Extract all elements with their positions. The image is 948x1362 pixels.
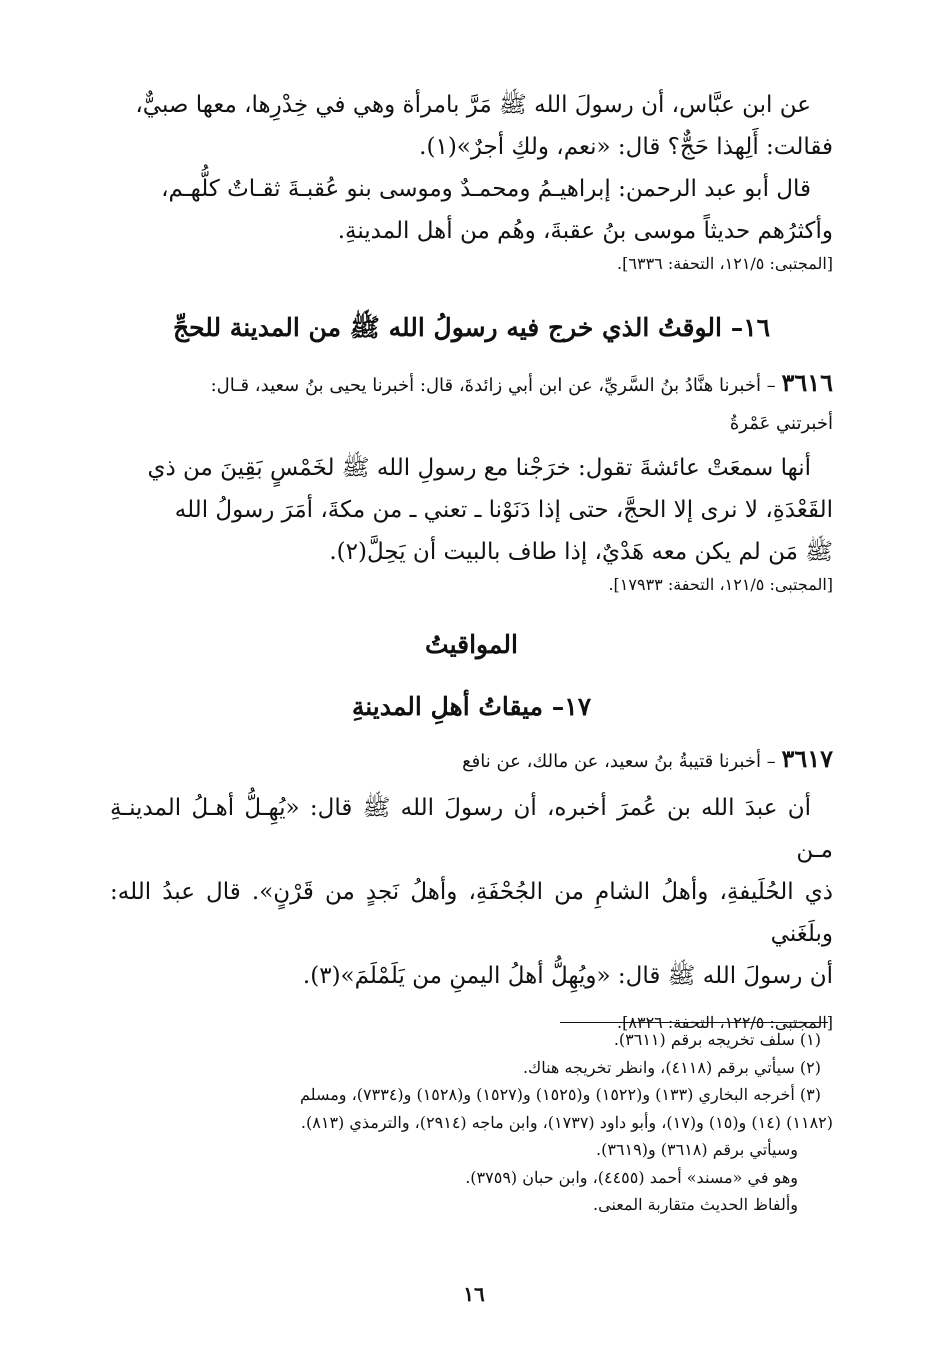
isnad-text: – أخبرنا هنَّادُ بنُ السَّريِّ، عن ابن أبي زائدةَ، قال: أخبرنا يحيى بنُ سعيد، قـال: (210, 375, 776, 396)
footnote-3-continuation: (١١٨٢) (١٤) و(١٥) و(١٧)، وأبو داود (١٧٣٧)، وابن ماجه (٢٩١٤)، والترمذي (٨١٣). (300, 1112, 833, 1132)
footnote-3-continuation: وهو في «مسند» أحمد (٤٤٥٥)، وابن حبان (٣٧٥٩). (465, 1167, 798, 1187)
footnote-separator (560, 1022, 828, 1023)
hadith-3616 (110, 364, 833, 597)
top-hadith (110, 84, 833, 276)
isnad-line (110, 364, 833, 405)
footnote-1: (١) سلف تخريجه برقم (٣٦١١). (613, 1030, 821, 1049)
hadith-number: ٣٦١٦ (781, 368, 833, 397)
isnad-text: – أخبرنا قتيبةُ بنُ سعيد، عن مالك، عن نافع (462, 751, 776, 772)
page-number: ١٦ (463, 1282, 485, 1306)
footnote-3: (٣) أخرجه البخاري (١٣٣) و(١٥٢٢) و(١٥٢٥) و(١٥٢٧) و(١٥٢٨) و(٧٣٣٤)، ومسلم (300, 1085, 821, 1104)
isnad-line (110, 740, 833, 781)
hadith-text-line: ﷺ مَن لم يكن معه هَدْيٌ، إذا طاف بالبيت أن يَحِلَّ(٢). (329, 539, 833, 565)
isnad-line: أخبرتني عَمْرةُ (729, 413, 833, 434)
hadith-3617 (110, 740, 833, 1035)
hadith-text-line: عن ابن عبَّاس، أن رسولَ الله ﷺ مَرَّ بامرأة وهي في خِدْرِها، معها صبيٌّ، (135, 92, 811, 118)
hadith-text-line: ذي الحُلَيفةِ، وأهلُ الشامِ من الجُحْفَةِ، وأهلُ نَجدٍ من قَرْنٍ». قال عبدُ الله: وبلَغَني (110, 879, 833, 947)
footnotes (110, 1026, 833, 1219)
footnote-2: (٢) سيأتي برقم (٤١١٨)، وانظر تخريجه هناك. (522, 1057, 821, 1077)
author-comment-line: قال أبو عبد الرحمن: إبراهيـمُ ومحمـدٌ وموسى بنو عُقبـةَ ثقـاتٌ كلُّهـم، (161, 176, 811, 202)
chapter-heading (110, 692, 833, 721)
hadith-text-line: أنها سمعَتْ عائشةَ تقول: خرَجْنا مع رسولِ الله ﷺ لخَمْسٍ بَقِينَ من ذي (147, 455, 811, 481)
hadith-text-line: فقالت: أَلِهذا حَجٌّ؟ قال: «نعم، ولكِ أجرٌ»(١). (419, 134, 833, 160)
chapter-title: الوقتُ الذي خرج فيه رسولُ الله ﷺ من المدينة للحجِّ (172, 313, 722, 342)
hadith-text-line: أن عبدَ الله بن عُمرَ أخبره، أن رسولَ الله ﷺ قال: «يُهِـلُّ أهـلُ المدينـةِ مـن (110, 795, 833, 863)
hadith-reference: [المجتبى: ١٢٢/٥، التحفة: ٨٣٢٦]. (617, 1013, 833, 1032)
footnote-3-continuation: وألفاظ الحديث متقاربة المعنى. (593, 1195, 798, 1214)
hadith-number: ٣٦١٧ (781, 744, 833, 773)
footnote-3-continuation: وسيأتي برقم (٣٦١٨) و(٣٦١٩). (596, 1140, 798, 1159)
hadith-text-line: أن رسولَ الله ﷺ قال: «ويُهِلُّ أهلُ اليمنِ من يَلَمْلَمَ»(٣). (302, 963, 833, 989)
hadith-reference: [المجتبى: ١٢١/٥، التحفة: ٦٣٣٦]. (617, 254, 833, 273)
chapter-heading (110, 312, 833, 349)
chapter-number: ١٦– (730, 313, 771, 342)
chapter-number: ١٧– (551, 692, 592, 721)
section-title: المواقيتُ (425, 630, 518, 659)
author-comment-line: وأكثرُهم حديثاً موسى بنُ عقبةَ، وهُم من أهل المدينةِ. (337, 218, 833, 244)
hadith-reference: [المجتبى: ١٢١/٥، التحفة: ١٧٩٣٣]. (608, 575, 833, 594)
hadith-text-line: القَعْدَةِ، لا نرى إلا الحجَّ، حتى إذا دَنَوْنا ـ تعني ـ من مكةَ، أمَرَ رسولُ الله (174, 497, 833, 523)
chapter-title: ميقاتُ أهلِ المدينةِ (351, 692, 544, 721)
